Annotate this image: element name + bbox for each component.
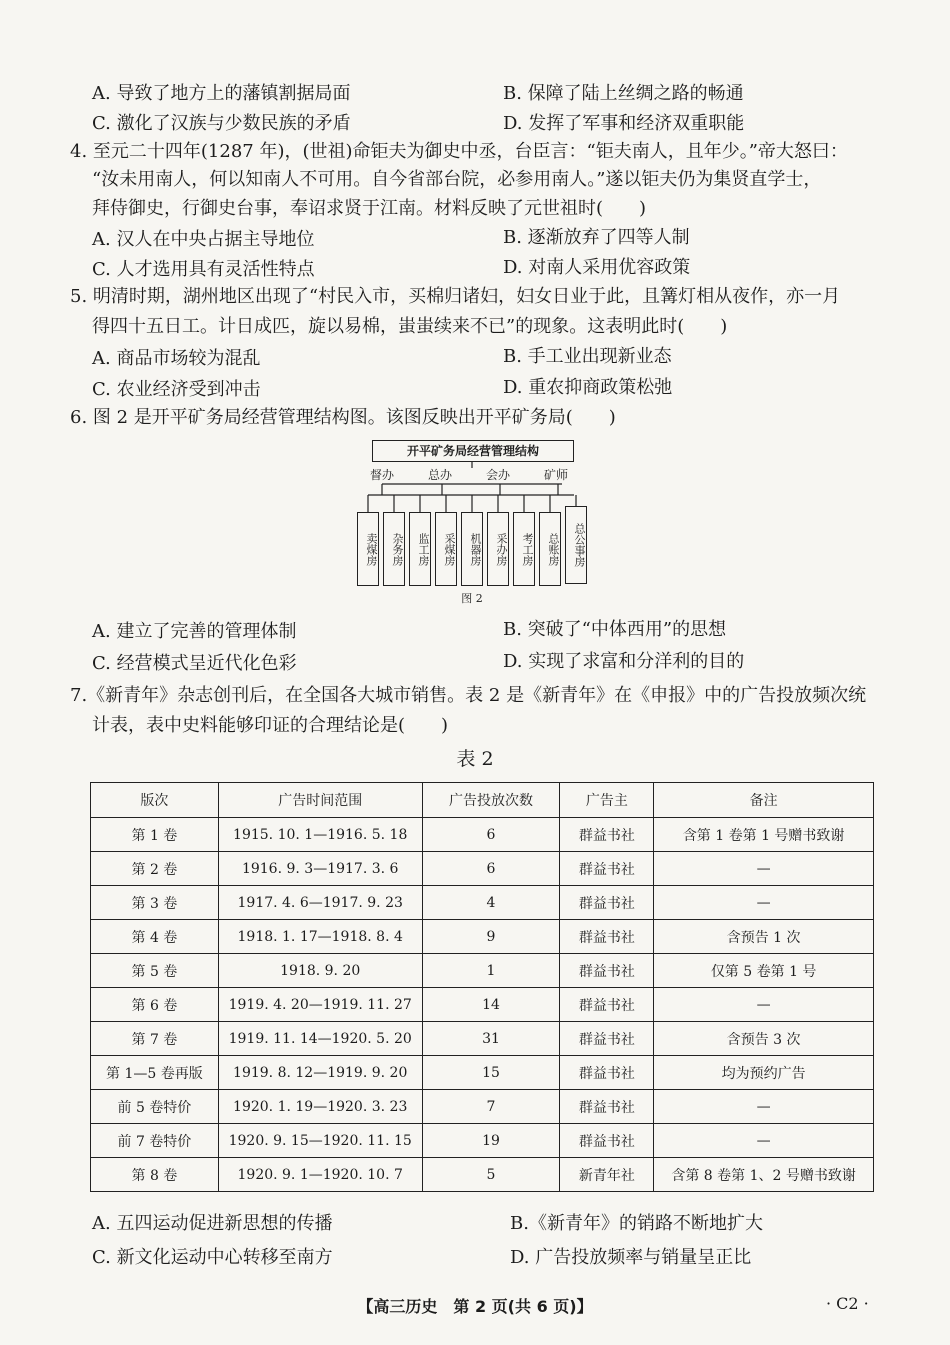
cell-edition: 前 7 卷特价 [91,1124,219,1158]
header-remarks: 备注 [654,783,874,818]
q3-option-a: A. 导致了地方上的藩镇割据局面 [92,83,351,104]
cell-count: 19 [422,1124,560,1158]
org-role-3: 会办 [486,468,511,482]
cell-advertiser: 群益书社 [560,1090,654,1124]
cell-advertiser: 群益书社 [560,852,654,886]
org-dept-2: 杂务房 [383,512,405,586]
org-dept-7: 考工房 [513,512,535,586]
org-chart-caption: 图 2 [461,592,483,605]
org-dept-8: 总账房 [539,512,561,586]
q6-option-a: A. 建立了完善的管理体制 [92,621,297,642]
cell-advertiser: 群益书社 [560,1056,654,1090]
table-header-row [91,783,874,818]
cell-time-range: 1915. 10. 1—1916. 5. 18 [218,818,422,852]
cell-edition: 第 7 卷 [91,1022,219,1056]
cell-count: 6 [422,852,560,886]
cell-time-range: 1920. 1. 19—1920. 3. 23 [218,1090,422,1124]
cell-advertiser: 群益书社 [560,920,654,954]
cell-remarks: — [654,1090,874,1124]
table-row [91,1056,874,1090]
cell-remarks: — [654,852,874,886]
cell-edition: 第 6 卷 [91,988,219,1022]
q7-stem-line-2: 计表，表中史料能够印证的合理结论是( ) [92,715,449,736]
table-row [91,1090,874,1124]
q5-option-c: C. 农业经济受到冲击 [92,379,261,400]
cell-remarks: 仅第 5 卷第 1 号 [654,954,874,988]
org-role-2: 总办 [428,468,453,482]
org-chart-title: 开平矿务局经营管理结构 [372,440,574,462]
cell-count: 5 [422,1158,560,1192]
cell-count: 15 [422,1056,560,1090]
cell-count: 7 [422,1090,560,1124]
table-row [91,852,874,886]
q7-option-b: B.《新青年》的销路不断地扩大 [510,1213,763,1234]
table-row [91,886,874,920]
table-row [91,1158,874,1192]
org-dept-9: 总公事房 [565,506,587,584]
q6-option-b: B. 突破了“中体西用”的思想 [503,619,727,640]
q7-stem-line-1: 7.《新青年》杂志创刊后，在全国各大城市销售。表 2 是《新青年》在《申报》中的广告投放频次统 [70,685,867,706]
cell-time-range: 1918. 1. 17—1918. 8. 4 [218,920,422,954]
org-dept-1: 卖煤房 [357,512,379,586]
cell-count: 31 [422,1022,560,1056]
cell-edition: 第 2 卷 [91,852,219,886]
cell-remarks: — [654,886,874,920]
cell-count: 14 [422,988,560,1022]
cell-remarks: 含第 1 卷第 1 号赠书致谢 [654,818,874,852]
table-row [91,818,874,852]
cell-edition: 第 4 卷 [91,920,219,954]
q4-stem-line-2: “汝未用南人，何以知南人不可用。自今省部台院，必参用南人。”遂以钜夫仍为集贤直学士， [92,169,822,190]
q5-option-d: D. 重农抑商政策松弛 [503,377,673,398]
cell-time-range: 1918. 9. 20 [218,954,422,988]
cell-advertiser: 群益书社 [560,988,654,1022]
q7-option-c: C. 新文化运动中心转移至南方 [92,1247,333,1268]
header-time-range: 广告时间范围 [218,783,422,818]
org-role-1: 督办 [370,468,395,482]
cell-remarks: 含第 8 卷第 1、2 号赠书致谢 [654,1158,874,1192]
q3-option-d: D. 发挥了军事和经济双重职能 [503,113,745,134]
cell-time-range: 1916. 9. 3—1917. 3. 6 [218,852,422,886]
cell-advertiser: 群益书社 [560,886,654,920]
cell-edition: 第 1 卷 [91,818,219,852]
cell-time-range: 1920. 9. 1—1920. 10. 7 [218,1158,422,1192]
cell-time-range: 1919. 4. 20—1919. 11. 27 [218,988,422,1022]
cell-edition: 第 1—5 卷再版 [91,1056,219,1090]
q5-option-a: A. 商品市场较为混乱 [92,348,261,369]
table-row [91,1124,874,1158]
table-row [91,1022,874,1056]
org-dept-5: 机器房 [461,512,483,586]
cell-remarks: — [654,988,874,1022]
q5-stem-line-2: 得四十五日工。计日成匹，旋以易棉，蚩蚩续来不已”的现象。这表明此时( ) [92,316,728,337]
q7-option-a: A. 五四运动促进新思想的传播 [92,1213,333,1234]
page-footer: 【高三历史 第 2 页(共 6 页)】 [357,1297,593,1316]
cell-count: 1 [422,954,560,988]
cell-advertiser: 群益书社 [560,1022,654,1056]
q6-option-d: D. 实现了求富和分洋利的目的 [503,651,745,672]
table-row [91,988,874,1022]
cell-edition: 第 5 卷 [91,954,219,988]
q6-option-c: C. 经营模式呈近代化色彩 [92,653,297,674]
table-row [91,920,874,954]
q4-option-c: C. 人才选用具有灵活性特点 [92,259,315,280]
cell-edition: 第 3 卷 [91,886,219,920]
cell-advertiser: 群益书社 [560,818,654,852]
cell-edition: 第 8 卷 [91,1158,219,1192]
q4-stem-line-1: 4. 至元二十四年(1287 年)，(世祖)命钜夫为御史中丞，台臣言：“钜夫南人，且年少。”帝大怒曰： [70,141,848,162]
org-dept-6: 采办房 [487,512,509,586]
q4-option-d: D. 对南人采用优容政策 [503,257,691,278]
cell-remarks: 含预告 3 次 [654,1022,874,1056]
cell-time-range: 1919. 8. 12—1919. 9. 20 [218,1056,422,1090]
cell-time-range: 1919. 11. 14—1920. 5. 20 [218,1022,422,1056]
org-role-4: 矿师 [544,468,569,482]
header-count: 广告投放次数 [422,783,560,818]
q4-stem-line-3: 拜侍御史，行御史台事，奉诏求贤于江南。材料反映了元世祖时( ) [92,198,647,219]
cell-advertiser: 新青年社 [560,1158,654,1192]
q3-option-b: B. 保障了陆上丝绸之路的畅通 [503,83,744,104]
org-dept-3: 监工房 [409,512,431,586]
table-row [91,954,874,988]
cell-remarks: 均为预约广告 [654,1056,874,1090]
cell-remarks: 含预告 1 次 [654,920,874,954]
cell-time-range: 1917. 4. 6—1917. 9. 23 [218,886,422,920]
header-edition: 版次 [91,783,219,818]
cell-time-range: 1920. 9. 15—1920. 11. 15 [218,1124,422,1158]
cell-advertiser: 群益书社 [560,954,654,988]
q4-option-a: A. 汉人在中央占据主导地位 [92,229,315,250]
cell-remarks: — [654,1124,874,1158]
cell-count: 6 [422,818,560,852]
q7-option-d: D. 广告投放频率与销量呈正比 [510,1247,752,1268]
q5-option-b: B. 手工业出现新业态 [503,346,672,367]
org-dept-4: 采煤房 [435,512,457,586]
cell-edition: 前 5 卷特价 [91,1090,219,1124]
org-chart-figure [352,440,592,610]
q4-option-b: B. 逐渐放弃了四等人制 [503,227,690,248]
cell-advertiser: 群益书社 [560,1124,654,1158]
header-advertiser: 广告主 [560,783,654,818]
page-code: · C2 · [826,1294,869,1313]
q6-stem: 6. 图 2 是开平矿务局经营管理结构图。该图反映出开平矿务局( ) [70,407,616,428]
cell-count: 4 [422,886,560,920]
q3-option-c: C. 激化了汉族与少数民族的矛盾 [92,113,351,134]
q5-stem-line-1: 5. 明清时期，湖州地区出现了“村民入市，买棉归诸妇，妇女日业于此，且篝灯相从夜作，亦一月 [70,286,841,307]
ad-frequency-table [90,782,874,1192]
table-title: 表 2 [456,748,494,770]
cell-count: 9 [422,920,560,954]
